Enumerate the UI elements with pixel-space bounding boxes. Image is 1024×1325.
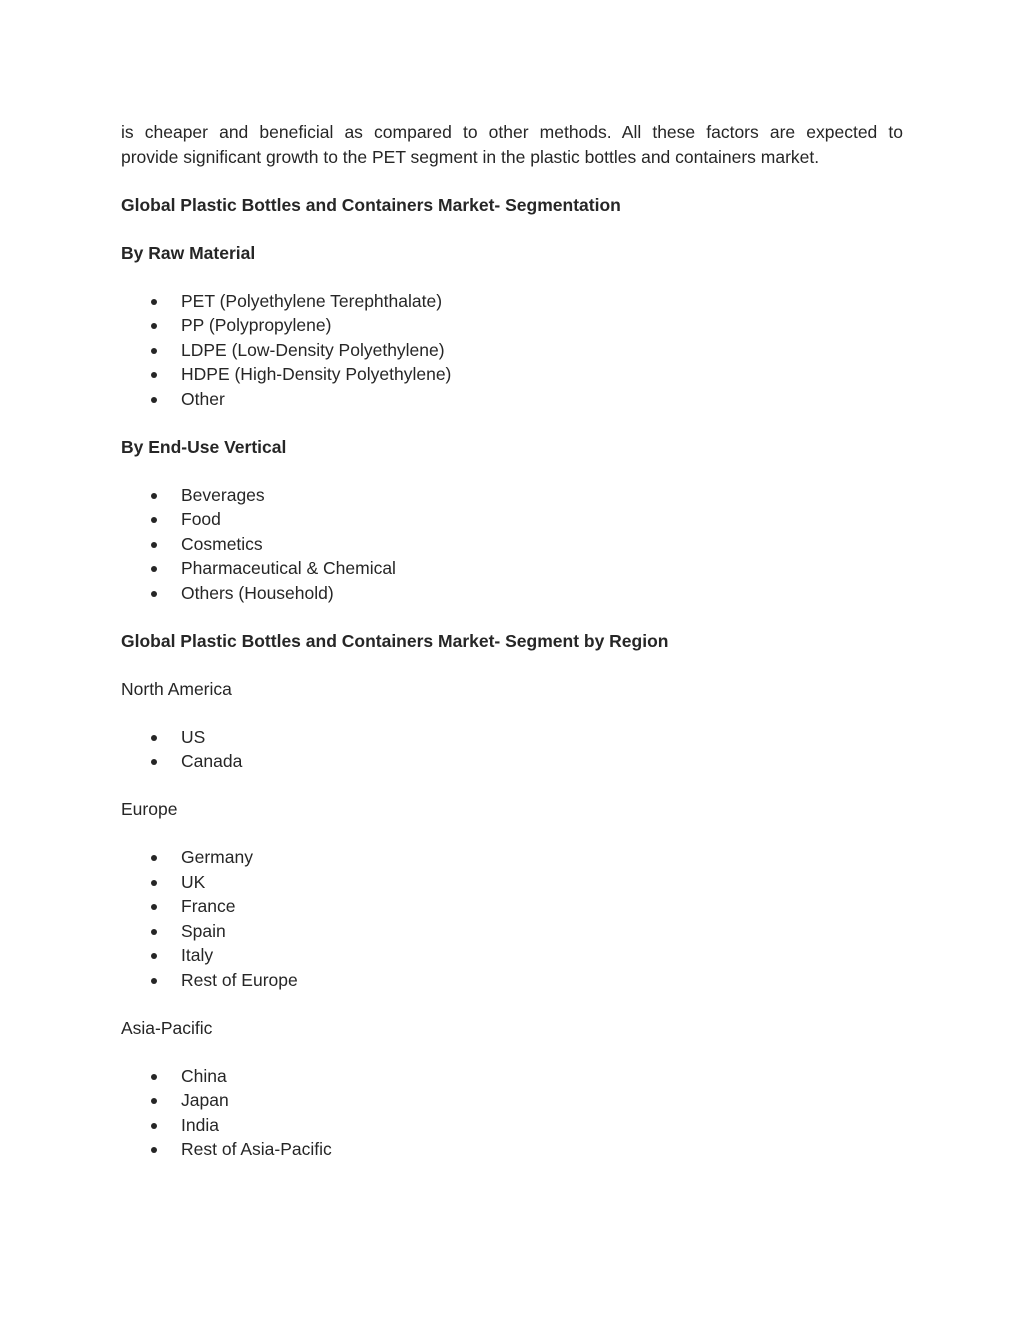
bullet-icon bbox=[151, 348, 157, 354]
bullet-icon bbox=[151, 1147, 157, 1153]
list-item: PET (Polyethylene Terephthalate) bbox=[121, 289, 903, 314]
bullet-icon bbox=[151, 904, 157, 910]
bullet-icon bbox=[151, 493, 157, 499]
bullet-icon bbox=[151, 978, 157, 984]
north-america-list bbox=[121, 725, 903, 774]
bullet-icon bbox=[151, 372, 157, 378]
intro-line-2: provide significant growth to the PET segment in the plastic bottles and containers market. bbox=[121, 146, 820, 167]
bullet-icon bbox=[151, 566, 157, 572]
list-item: Rest of Europe bbox=[121, 968, 903, 993]
bullet-icon bbox=[151, 759, 157, 765]
raw-material-heading: By Raw Material bbox=[121, 242, 256, 263]
bullet-icon bbox=[151, 929, 157, 935]
list-item: Pharmaceutical & Chemical bbox=[121, 556, 903, 581]
bullet-icon bbox=[151, 855, 157, 861]
region-north-america: North America bbox=[121, 678, 232, 699]
list-item: France bbox=[121, 894, 903, 919]
list-item: Italy bbox=[121, 943, 903, 968]
bullet-icon bbox=[151, 880, 157, 886]
bullet-icon bbox=[151, 591, 157, 597]
list-item: UK bbox=[121, 870, 903, 895]
list-item: Germany bbox=[121, 845, 903, 870]
bullet-icon bbox=[151, 299, 157, 305]
bullet-icon bbox=[151, 323, 157, 329]
region-heading: Global Plastic Bottles and Containers Market- Segment by Region bbox=[121, 630, 669, 651]
document-page bbox=[121, 120, 903, 1162]
list-item: HDPE (High-Density Polyethylene) bbox=[121, 362, 903, 387]
region-europe: Europe bbox=[121, 799, 178, 819]
asia-pacific-list bbox=[121, 1064, 903, 1162]
end-use-list bbox=[121, 483, 903, 606]
bullet-icon bbox=[151, 1098, 157, 1104]
list-item: Japan bbox=[121, 1088, 903, 1113]
list-item: Beverages bbox=[121, 483, 903, 508]
bullet-icon bbox=[151, 517, 157, 523]
europe-list bbox=[121, 845, 903, 992]
list-item: LDPE (Low-Density Polyethylene) bbox=[121, 338, 903, 363]
list-item: US bbox=[121, 725, 903, 750]
list-item: Others (Household) bbox=[121, 581, 903, 606]
list-item: Food bbox=[121, 507, 903, 532]
bullet-icon bbox=[151, 735, 157, 741]
list-item: China bbox=[121, 1064, 903, 1089]
bullet-icon bbox=[151, 542, 157, 548]
list-item: Rest of Asia-Pacific bbox=[121, 1137, 903, 1162]
list-item: PP (Polypropylene) bbox=[121, 313, 903, 338]
bullet-icon bbox=[151, 953, 157, 959]
list-item: Other bbox=[121, 387, 903, 412]
bullet-icon bbox=[151, 397, 157, 403]
list-item: Canada bbox=[121, 749, 903, 774]
end-use-heading: By End-Use Vertical bbox=[121, 436, 287, 457]
list-item: India bbox=[121, 1113, 903, 1138]
raw-material-list bbox=[121, 289, 903, 412]
segmentation-heading: Global Plastic Bottles and Containers Market- Segmentation bbox=[121, 194, 621, 215]
intro-line-1: is cheaper and beneficial as compared to other methods. All these factors are expected to bbox=[121, 122, 903, 142]
intro-paragraph bbox=[121, 120, 903, 169]
bullet-icon bbox=[151, 1074, 157, 1080]
bullet-icon bbox=[151, 1123, 157, 1129]
region-asia-pacific: Asia-Pacific bbox=[121, 1017, 213, 1038]
list-item: Spain bbox=[121, 919, 903, 944]
list-item: Cosmetics bbox=[121, 532, 903, 557]
